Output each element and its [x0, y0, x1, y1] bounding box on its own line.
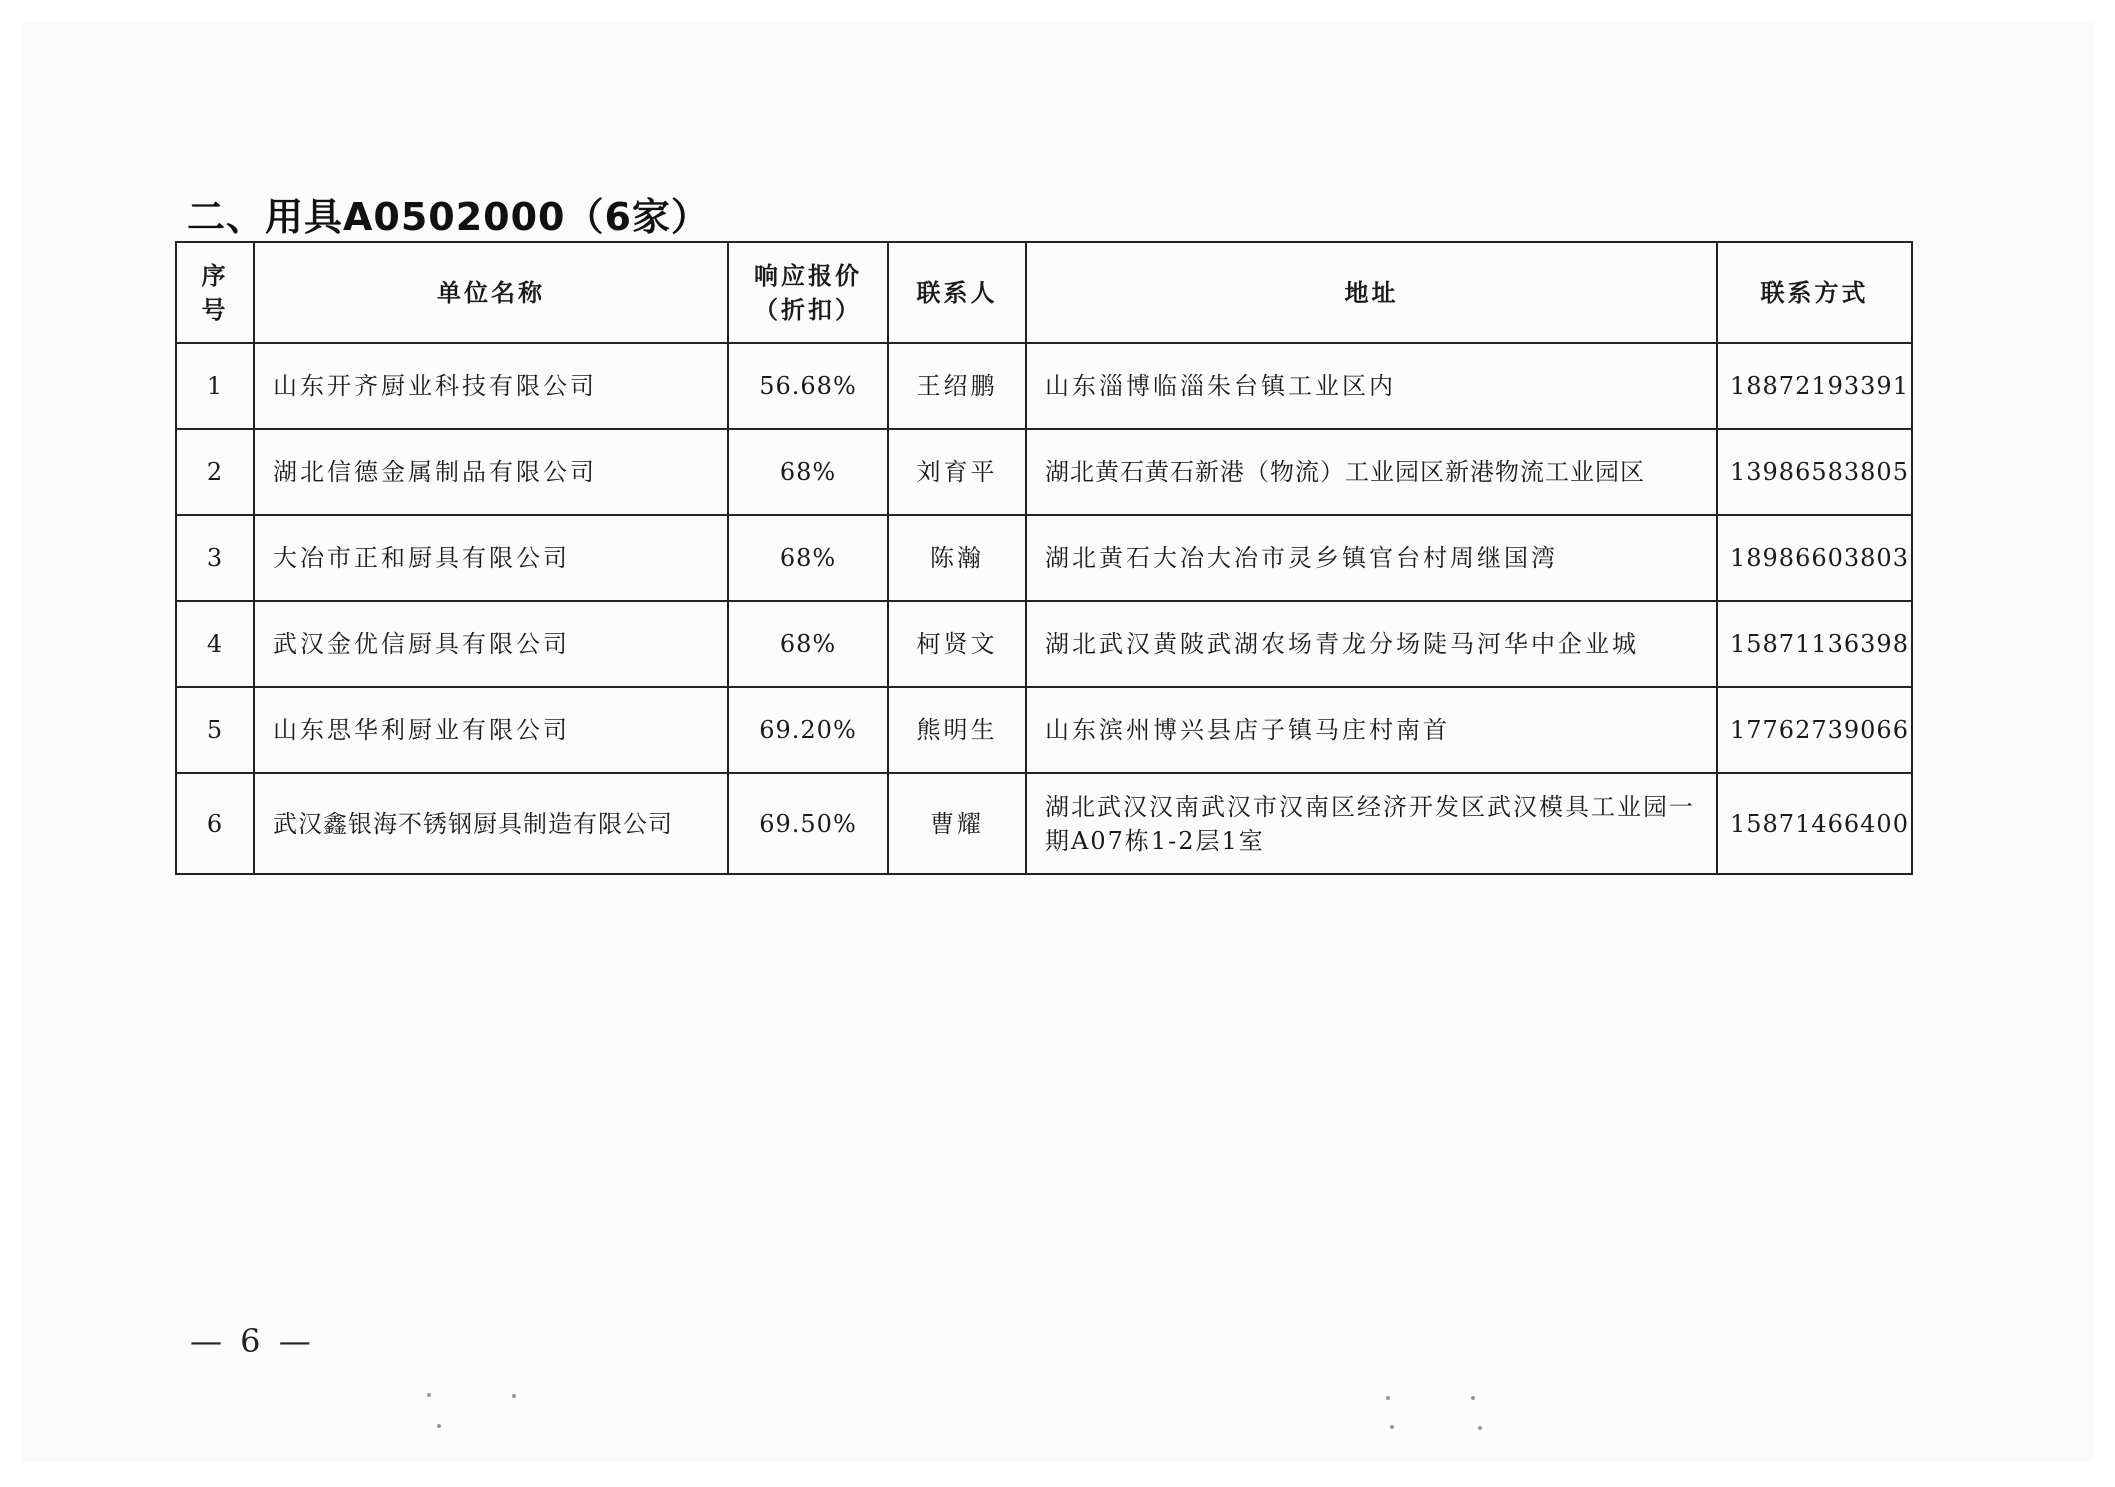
cell-phone: 17762739066: [1717, 687, 1912, 773]
cell-phone: 18872193391: [1717, 343, 1912, 429]
cell-phone: 15871466400: [1717, 773, 1912, 874]
header-price: 响应报价（折扣）: [728, 242, 888, 343]
table-row: [176, 601, 1912, 687]
scan-speck: [437, 1424, 441, 1428]
cell-phone: 13986583805: [1717, 429, 1912, 515]
cell-company: 湖北信德金属制品有限公司: [254, 429, 728, 515]
cell-contact: 王绍鹏: [888, 343, 1026, 429]
cell-company: 山东思华利厨业有限公司: [254, 687, 728, 773]
cell-price: 69.20%: [728, 687, 888, 773]
cell-address: 山东滨州博兴县店子镇马庄村南首: [1026, 687, 1717, 773]
scan-speck: [512, 1394, 516, 1398]
header-address: 地址: [1026, 242, 1717, 343]
table-row: [176, 773, 1912, 874]
cell-address: 湖北武汉黄陂武湖农场青龙分场陡马河华中企业城: [1026, 601, 1717, 687]
scan-speck: [1386, 1396, 1390, 1400]
cell-contact: 柯贤文: [888, 601, 1026, 687]
cell-phone: 18986603803: [1717, 515, 1912, 601]
cell-price: 56.68%: [728, 343, 888, 429]
supplier-table: [175, 241, 1913, 875]
cell-company: 武汉金优信厨具有限公司: [254, 601, 728, 687]
cell-company: 武汉鑫银海不锈钢厨具制造有限公司: [254, 773, 728, 874]
page-number: — 6 —: [190, 1322, 315, 1360]
cell-index: 3: [176, 515, 254, 601]
cell-index: 5: [176, 687, 254, 773]
section-title: 二、用具A0502000（6家）: [187, 195, 710, 239]
cell-index: 1: [176, 343, 254, 429]
header-phone: 联系方式: [1717, 242, 1912, 343]
cell-index: 2: [176, 429, 254, 515]
cell-address: 湖北武汉汉南武汉市汉南区经济开发区武汉模具工业园一期A07栋1-2层1室: [1026, 773, 1717, 874]
cell-company: 大冶市正和厨具有限公司: [254, 515, 728, 601]
table-row: [176, 515, 1912, 601]
scan-speck: [1390, 1425, 1394, 1429]
cell-price: 68%: [728, 515, 888, 601]
table-row: [176, 343, 1912, 429]
cell-phone: 15871136398: [1717, 601, 1912, 687]
header-contact: 联系人: [888, 242, 1026, 343]
cell-contact: 刘育平: [888, 429, 1026, 515]
table-row: [176, 429, 1912, 515]
scan-speck: [1478, 1426, 1482, 1430]
scan-speck: [1471, 1396, 1475, 1400]
cell-index: 6: [176, 773, 254, 874]
cell-address: 山东淄博临淄朱台镇工业区内: [1026, 343, 1717, 429]
cell-company: 山东开齐厨业科技有限公司: [254, 343, 728, 429]
table-row: [176, 687, 1912, 773]
cell-price: 68%: [728, 429, 888, 515]
cell-price: 68%: [728, 601, 888, 687]
cell-contact: 熊明生: [888, 687, 1026, 773]
header-company: 单位名称: [254, 242, 728, 343]
cell-address: 湖北黄石大冶大冶市灵乡镇官台村周继国湾: [1026, 515, 1717, 601]
header-index: 序号: [176, 242, 254, 343]
cell-index: 4: [176, 601, 254, 687]
table-header-row: [176, 242, 1912, 343]
cell-contact: 陈瀚: [888, 515, 1026, 601]
cell-address: 湖北黄石黄石新港（物流）工业园区新港物流工业园区: [1026, 429, 1717, 515]
cell-price: 69.50%: [728, 773, 888, 874]
cell-contact: 曹耀: [888, 773, 1026, 874]
scan-speck: [427, 1393, 431, 1397]
